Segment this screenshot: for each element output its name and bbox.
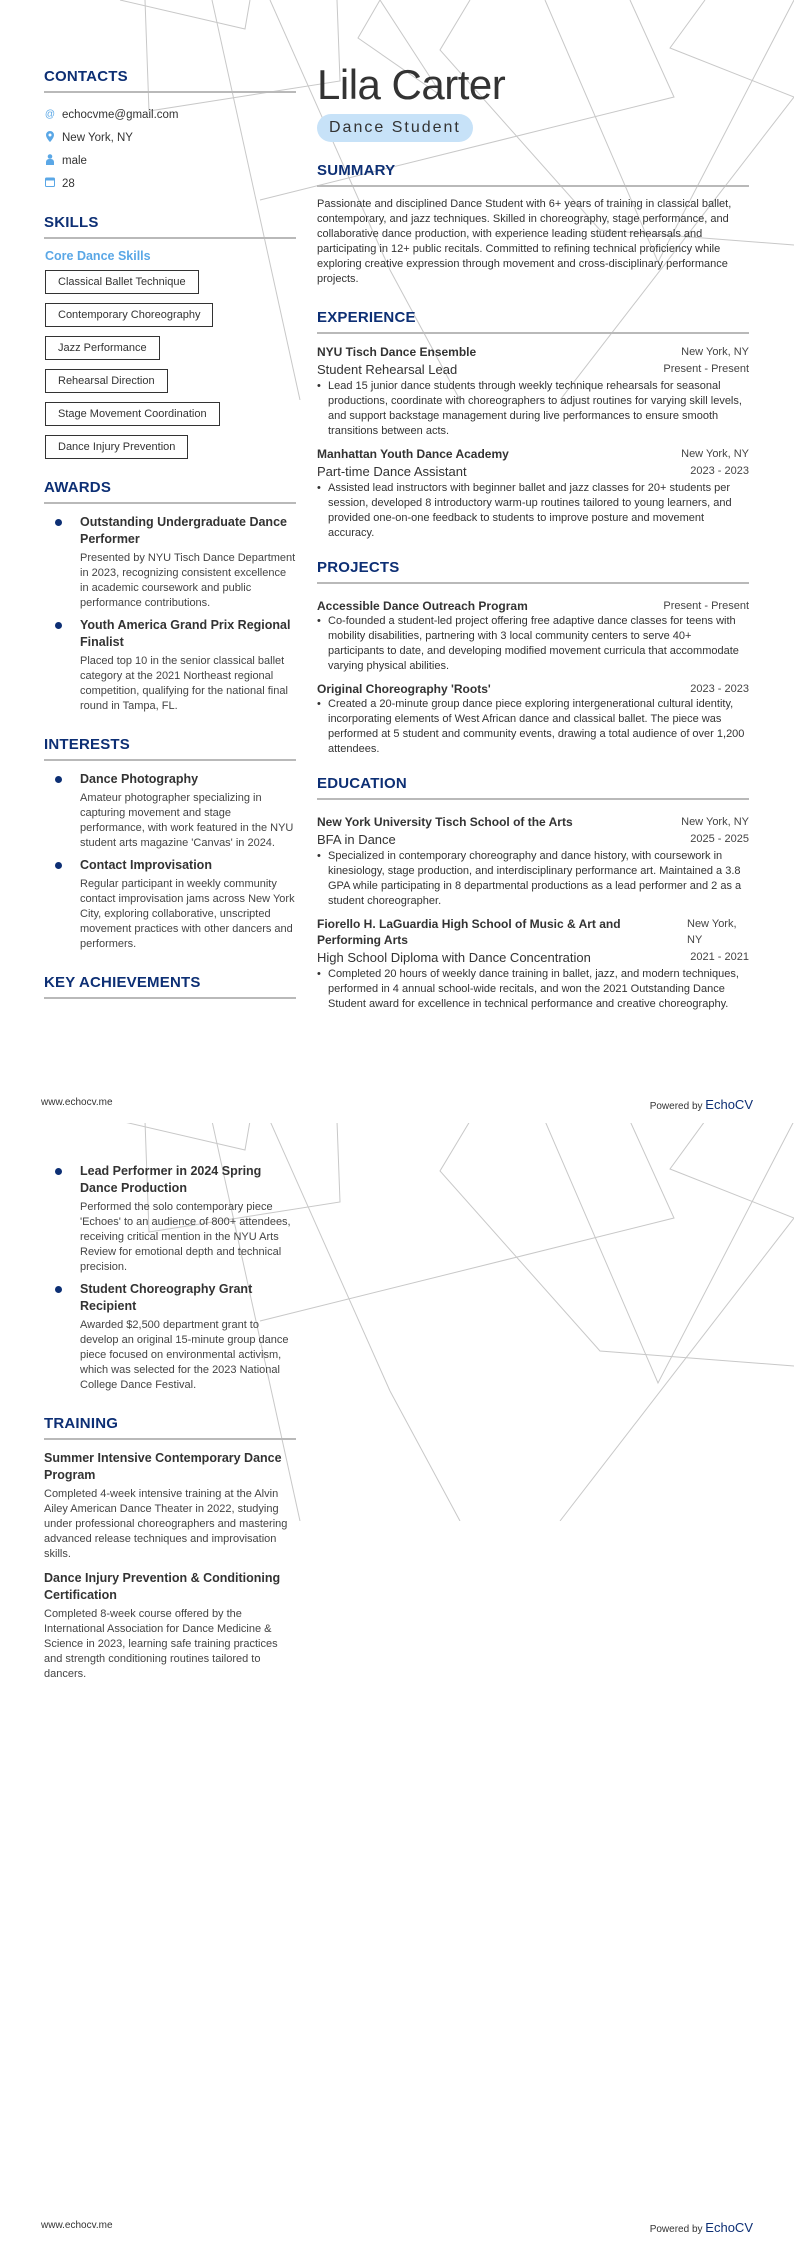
skills-list <box>44 267 296 465</box>
achievement-desc: Awarded $2,500 department grant to develop an original 15-minute group dance piece focused on environmental activism, which was selected for the 2023 National College Dance Festival. <box>80 1319 289 1391</box>
award-item <box>44 617 296 714</box>
training-desc: Completed 4-week intensive training at the Alvin Ailey American Dance Theater in 2022, studying under professional choreographers and mastering advanced release techniques and improvisation skills. <box>44 1488 288 1560</box>
education-dates: 2021 - 2021 <box>690 951 749 963</box>
interest-desc: Regular participant in weekly community contact improvisation jams across New York City, exploring collaborative, unscripted movement practices with other dancers and performers. <box>80 878 295 950</box>
experience-role: Part-time Dance Assistant <box>317 464 467 479</box>
education-location: New York, NY <box>681 816 749 828</box>
award-desc: Presented by NYU Tisch Dance Department in 2023, recognizing consistent excellence in academic coursework and public performance contributions. <box>80 552 296 609</box>
person-icon <box>44 154 56 168</box>
page-footer <box>41 2220 753 2235</box>
contact-value: New York, NY <box>62 131 133 144</box>
project-dates: 2023 - 2023 <box>690 683 749 695</box>
job-title-badge: Dance Student <box>317 114 473 142</box>
award-title: Outstanding Undergraduate Dance Performer <box>80 515 287 546</box>
skill-tag: Classical Ballet Technique <box>45 270 199 294</box>
experience-bullet: • Lead 15 junior dance students through weekly technique rehearsals for seasonal productions, coordinate with choreographers to adjust routines for varying skill levels, and support backstage management during live performances to ensure smooth transitions between acts. <box>317 379 749 439</box>
contact-location <box>44 126 296 149</box>
experience-location: New York, NY <box>681 346 749 358</box>
left-column <box>44 68 296 1009</box>
bullet-dot-icon <box>55 776 62 783</box>
experience-role: Student Rehearsal Lead <box>317 362 458 377</box>
training-heading: TRAINING <box>44 1415 296 1440</box>
website-link[interactable]: www.echocv.me <box>41 1097 113 1108</box>
training-title: Summer Intensive Contemporary Dance Program <box>44 1451 282 1482</box>
brand-link[interactable]: EchoCV <box>705 1097 753 1112</box>
contacts-list <box>44 103 296 195</box>
interest-title: Dance Photography <box>80 772 199 786</box>
interest-title: Contact Improvisation <box>80 858 212 872</box>
award-desc: Placed top 10 in the senior classical ballet category at the 2021 Northeast regional competition, qualifying for the national final round in Tampa, FL. <box>80 655 288 712</box>
brand-link[interactable]: EchoCV <box>705 2220 753 2235</box>
education-school: New York University Tisch School of the Arts <box>317 815 573 829</box>
training-title: Dance Injury Prevention & Conditioning Certification <box>44 1571 281 1602</box>
experience-dates: Present - Present <box>663 363 749 375</box>
education-bullet: • Specialized in contemporary choreography and dance history, with coursework in kinesiology, stage production, and interdisciplinary performance art. Maintained a 3.8 GPA while participating in 8 departmental productions as a lead performer and 2 as a student choreographer. <box>317 849 749 909</box>
awards-heading: AWARDS <box>44 479 296 504</box>
interest-item <box>44 857 296 952</box>
summary-text: Passionate and disciplined Dance Student with 6+ years of training in classical ballet, contemporary, and jazz techniques. Skilled in choreography, stage performance, and collaborative dance production, with experience leading student rehearsals and participating in 12+ public recitals. Committed to refining technical proficiency while exploring creative expression through movement and cross-disciplinary performance projects. <box>317 198 732 285</box>
contact-age <box>44 172 296 195</box>
project-entry <box>317 681 749 757</box>
contact-value: male <box>62 154 87 167</box>
project-dates: Present - Present <box>663 600 749 612</box>
education-degree: High School Diploma with Dance Concentration <box>317 950 591 965</box>
bullet-dot-icon <box>55 862 62 869</box>
page-footer <box>41 1097 753 1112</box>
interest-desc: Amateur photographer specializing in capturing movement and stage performance, with work featured in the NYU student arts magazine 'Canvas' in 2024. <box>80 792 294 849</box>
skill-tag: Jazz Performance <box>45 336 160 360</box>
training-desc: Completed 8-week course offered by the International Association for Dance Medicine & Science in 2023, learning safe training practices and strength conditioning routines tailored to dancers. <box>44 1608 278 1680</box>
project-bullet: • Created a 20-minute group dance piece exploring intergenerational cultural identity, incorporating elements of West African dance and classical ballet. The piece was performed at 5 student and community events, drawing a total audience of over 1,200 attendees. <box>317 697 749 757</box>
key-achievements-heading: KEY ACHIEVEMENTS <box>44 974 296 999</box>
experience-dates: 2023 - 2023 <box>690 465 749 477</box>
interest-item <box>44 771 296 851</box>
contact-gender <box>44 149 296 172</box>
projects-heading: PROJECTS <box>317 559 749 584</box>
at-icon: @ <box>44 109 56 120</box>
interests-heading: INTERESTS <box>44 736 296 761</box>
experience-location: New York, NY <box>681 448 749 460</box>
experience-bullet: • Assisted lead instructors with beginner ballet and jazz classes for 20+ students per session, developed 8 introductory warm-up routines tailored to young learners, and provided one-on-one feedback to students to improve posture and movement accuracy. <box>317 481 749 541</box>
achievement-desc: Performed the solo contemporary piece 'Echoes' to an audience of 800+ attendees, receiving critical mention in the NYU Arts Review for emotional depth and technical precision. <box>80 1201 291 1273</box>
project-name: Accessible Dance Outreach Program <box>317 599 528 613</box>
experience-entry <box>317 344 749 439</box>
website-link[interactable]: www.echocv.me <box>41 2220 113 2231</box>
project-entry <box>317 598 749 674</box>
summary-heading: SUMMARY <box>317 162 749 187</box>
bullet-dot-icon <box>55 1168 62 1175</box>
skill-tag: Contemporary Choreography <box>45 303 213 327</box>
education-dates: 2025 - 2025 <box>690 833 749 845</box>
skills-group-title: Core Dance Skills <box>45 249 151 263</box>
education-entry <box>317 916 749 1012</box>
experience-entry <box>317 446 749 541</box>
candidate-name: Lila Carter <box>317 61 506 108</box>
experience-org: Manhattan Youth Dance Academy <box>317 447 509 461</box>
bullet-dot-icon <box>55 519 62 526</box>
contacts-heading: CONTACTS <box>44 68 296 93</box>
contact-value: echocvme@gmail.com <box>62 108 179 121</box>
experience-org: NYU Tisch Dance Ensemble <box>317 345 477 359</box>
education-school: Fiorello H. LaGuardia High School of Music & Art and Performing Arts <box>317 917 621 947</box>
resume-page-2 <box>0 1123 794 2246</box>
training-entry <box>44 1450 296 1562</box>
training-entry <box>44 1570 296 1682</box>
award-item <box>44 514 296 611</box>
bullet-dot-icon <box>55 622 62 629</box>
contact-value: 28 <box>62 177 75 190</box>
calendar-icon <box>44 177 56 190</box>
skills-heading: SKILLS <box>44 214 296 239</box>
achievement-title: Lead Performer in 2024 Spring Dance Production <box>80 1164 262 1195</box>
contact-email[interactable] <box>44 103 296 126</box>
award-title: Youth America Grand Prix Regional Finalist <box>80 618 291 649</box>
education-heading: EDUCATION <box>317 775 749 800</box>
achievement-title: Student Choreography Grant Recipient <box>80 1282 253 1313</box>
right-column <box>317 62 749 1019</box>
powered-by: Powered by EchoCV <box>649 1097 753 1112</box>
skill-tag: Stage Movement Coordination <box>45 402 220 426</box>
education-entry <box>317 814 749 909</box>
education-degree: BFA in Dance <box>317 832 396 847</box>
skill-tag: Dance Injury Prevention <box>45 435 188 459</box>
powered-by: Powered by EchoCV <box>649 2220 753 2235</box>
project-bullet: • Co-founded a student-led project offering free adaptive dance classes for teens with mobility disabilities, partnering with 3 local community centers to serve 40+ participants to date, and developing modified movement curricula that accommodate varying physical abilities. <box>317 614 749 674</box>
achievement-item <box>44 1281 296 1393</box>
location-pin-icon <box>44 131 56 145</box>
education-bullet: • Completed 20 hours of weekly dance training in ballet, jazz, and modern techniques, performed in 4 annual school-wide recitals, and won the 2021 Outstanding Dance Student award for excellence in technical performance and creative choreography. <box>317 967 749 1012</box>
experience-heading: EXPERIENCE <box>317 309 749 334</box>
left-column-continued <box>44 1163 296 1690</box>
project-name: Original Choreography 'Roots' <box>317 682 491 696</box>
education-location: New York, NY <box>687 918 737 946</box>
bullet-dot-icon <box>55 1286 62 1293</box>
skill-tag: Rehearsal Direction <box>45 369 168 393</box>
achievement-item <box>44 1163 296 1275</box>
